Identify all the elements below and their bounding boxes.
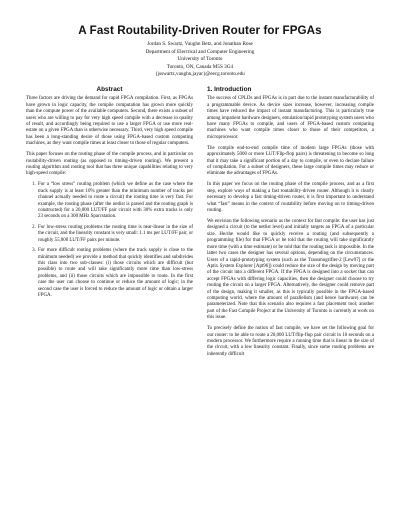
department: Department of Electrical and Computer Engineering bbox=[145, 48, 255, 55]
two-column-body bbox=[26, 87, 374, 363]
intro-paragraph: The success of CPLDs and FPGAs is in part due to the instant manufacturability of a programmable device. As device sizes increase, however, increasing compile times have reduced the impact of instant manufacturing. This is particularly true among impatient hardware designers, emulation/rapid prototyping system users who have many FPGAs to compile, and users of FPGA-based custom computing machines who want compile times closer to those of their competitors, a microprocessor. bbox=[207, 96, 374, 140]
list-item: 3. For more difficult routing problems (where the track supply is close to the minimum needed) we provide a method that quickly identifies and subdivides this class into two sub-classes: (i) those circuits which are difficult (but possible) to route and will take significantly more time than low-stress problems, and (ii) those circuits which are impossible to route. In the first case the user can choose to continue or reduce the amount of logic; in the second case the user is forced to reduce the amount of logic or obtain a larger FPGA. bbox=[37, 248, 193, 299]
list-item: 1. For a “low stress” routing problem (which we define as the case where the track supply is at least 10% greater than the minimum number of tracks per channel actually needed to route a circuit) the routing time is very fast. For example, the routing phase (after the netlist is parsed and the routing graph is constructed) for a 20,000 LUT/FF pair circuit with 30% extra tracks is only 23 seconds on a 300 MHz Sparcstation. bbox=[37, 182, 193, 220]
author-block bbox=[26, 41, 374, 79]
abstract-heading: Abstract bbox=[96, 85, 123, 93]
intro-paragraph: The compile end-to-end compile time of modern large FPGAs (those with approximately 5000 or more LUT/Flip-flop pairs) is threatening to become so long that it may take a significant portion of a day to compile, or even to declare failure of compilation. For a subset of designers, these large compile times may reduce or eliminate the advantages of FPGAs. bbox=[207, 145, 374, 177]
abstract-paragraph: This paper focuses on the routing phase of the compile process, and in particular on routability-driven routing (as opposed to timing-driven routing). We present a routing algorithm and routing tool that has three unique capabilities relating to very high-speed compile: bbox=[26, 152, 193, 177]
authors: Jordan S. Swartz, Vaughn Betz, and Jonathan Rose bbox=[147, 41, 253, 47]
paper-title: A Fast Routability-Driven Router for FPGAs bbox=[78, 24, 322, 37]
location: Toronto, ON, Canada M5S 3G4 bbox=[166, 63, 234, 70]
emails: {jsswartz,vaughn,jayar}@eecg.toronto.edu bbox=[155, 71, 245, 78]
intro-paragraph: We envision the following scenario as the context for fast compile: the user has just designed a circuit (to the netlist level) and initially targets an FPGA of a particular size. He/she would like to quickly receive a routing (and subsequently a programming file) for that FPGA or be told that the routing will take significantly more time (with a time estimate) or be told that the routing task is impossible. In the latter two cases the designer has several options, depending on the circumstances. Users of a rapid-prototyping system (such as the Transmogrifier-2 [Lew97] or the Aptix System Explorer [Apt96]) could reduce the size of the design by moving part of the circuit into a different FPGA. If the FPGA is designed into a socket that can accept FPGAs with differing logic capacities, then the designer could choose to try routing the circuit on a larger FPGA. Alternatively, the designer could remove part of the design, making it smaller, as this is typically possible in the FPGA-based computing world, where the amount of parallelism (and hence hardware) can be parameterized. Note that this scenario also requires a fast placement tool; another part of the Fast Compile Project at the University of Toronto is currently at work on this issue. bbox=[207, 219, 374, 321]
introduction-heading: 1. Introduction bbox=[207, 85, 252, 93]
list-item: 2. For low-stress routing problems the routing time is near-linear in the size of the circuit, and the linearity constant is very small: 1.1 ms per LUT/FF pair, or roughly 55,000 LUT/FF pairs per minute. bbox=[37, 225, 193, 244]
university: University of Toronto bbox=[177, 56, 223, 63]
capabilities-list bbox=[26, 182, 193, 299]
intro-paragraph: In this paper we focus on the routing phase of the compile process, and as a first step, explore ways of making a fast routability-driven router. Although it is clearly necessary to develop a fast timing-driven router, it is first important to understand what “fast” means in the context of routability before moving on to timing-driven routing. bbox=[207, 182, 374, 214]
abstract-paragraph: Three factors are driving the demand for rapid FPGA compilation. First, as FPGAs have grown in logic capacity, the compile computation has grown more quickly than the compute power of the available computers. Second, there exists a subset of users who are willing to pay for very high speed compile with a decrease in quality of result, and accordingly being required to use a larger FPGA or use more real-estate on a given FPGA than is otherwise necessary. Third, very high speed compile has been a long-standing desire of those using FPGA-based custom computing machines, as they want compile times at least closer to those of regular computers. bbox=[26, 96, 193, 147]
intro-paragraph: To precisely define the notion of fast compile, we have set the following goal for our router: to be able to route a 20,000 LUT/flip-flop pair circuit in 10 seconds on a modern processor. We furthermore require a running time that is linear in the size of the circuit, with a low linearity constant. Finally, since some routing problems are inherently difficult bbox=[207, 326, 374, 357]
right-column bbox=[207, 87, 374, 363]
left-column bbox=[26, 87, 193, 363]
